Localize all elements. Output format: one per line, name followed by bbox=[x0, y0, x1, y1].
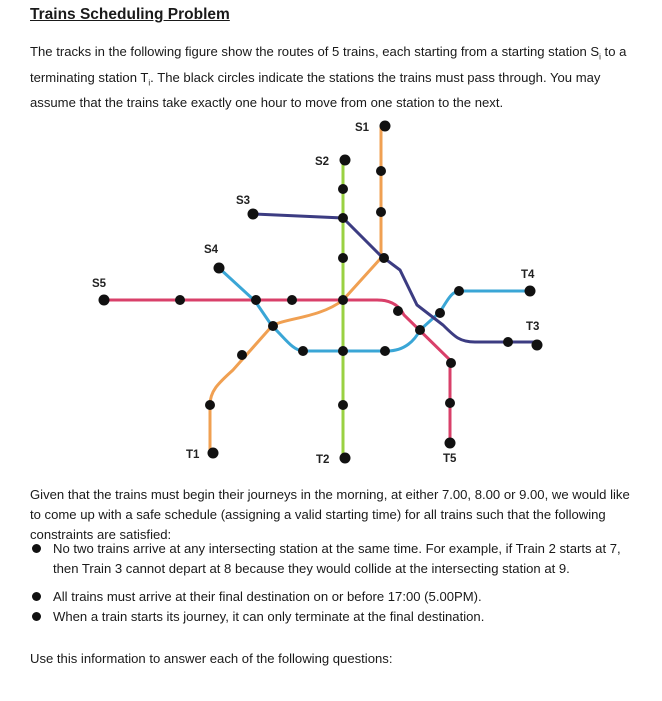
station bbox=[268, 321, 278, 331]
station bbox=[338, 253, 348, 263]
constraints-list bbox=[30, 539, 630, 627]
station bbox=[445, 398, 455, 408]
label-t2: T2 bbox=[316, 454, 330, 466]
station bbox=[435, 308, 445, 318]
station bbox=[205, 400, 215, 410]
label-s1: S1 bbox=[355, 122, 370, 134]
station bbox=[298, 346, 308, 356]
train4-route bbox=[219, 268, 530, 351]
label-t1: T1 bbox=[186, 449, 200, 461]
station-t1 bbox=[208, 448, 219, 459]
station bbox=[503, 337, 513, 347]
station-s1 bbox=[380, 121, 391, 132]
station-t4 bbox=[525, 286, 536, 297]
constraint-item: All trains must arrive at their final destination on or before 17:00 (5.00PM). bbox=[30, 587, 630, 607]
station bbox=[446, 358, 456, 368]
intro-subscript-i-end: i bbox=[148, 78, 151, 88]
station bbox=[379, 253, 389, 263]
label-s5: S5 bbox=[92, 278, 107, 290]
station bbox=[251, 295, 261, 305]
station bbox=[338, 346, 348, 356]
station-t3 bbox=[532, 340, 543, 351]
intro-text-2: to a terminating station T bbox=[30, 44, 627, 85]
station bbox=[175, 295, 185, 305]
station bbox=[393, 306, 403, 316]
label-t4: T4 bbox=[521, 269, 535, 281]
station-t5 bbox=[445, 438, 456, 449]
label-t5: T5 bbox=[443, 453, 457, 465]
station bbox=[338, 295, 348, 305]
station-s2 bbox=[340, 155, 351, 166]
train5-route bbox=[104, 300, 450, 445]
label-s3: S3 bbox=[236, 195, 251, 207]
intro-text-1: The tracks in the following figure show the routes of 5 trains, each starting from a starting station S bbox=[30, 44, 600, 59]
given-paragraph: Given that the trains must begin their journeys in the morning, at either 7.00, 8.00 or 9.00, we would like to come up with a safe schedule (assigning a valid starting time) for all trains such that the following constraints are satisfied: bbox=[30, 487, 630, 542]
station-s3 bbox=[248, 209, 259, 220]
label-t3: T3 bbox=[526, 321, 540, 333]
intro-text-3: . The black circles indicate the stations the trains must pass through. You may assume that the trains take exactly one hour to move from one station to the next. bbox=[30, 69, 601, 111]
footer-instruction: Use this information to answer each of the following questions: bbox=[30, 651, 393, 666]
page-title: Trains Scheduling Problem bbox=[30, 6, 230, 23]
station bbox=[376, 207, 386, 217]
label-s2: S2 bbox=[315, 156, 330, 168]
station-s4 bbox=[214, 263, 225, 274]
station bbox=[454, 286, 464, 296]
station bbox=[376, 166, 386, 176]
station-t2 bbox=[340, 453, 351, 464]
train1-route bbox=[210, 125, 381, 452]
station bbox=[415, 325, 425, 335]
station bbox=[338, 400, 348, 410]
intro-subscript-i-start: i bbox=[599, 52, 601, 62]
station bbox=[237, 350, 247, 360]
station bbox=[380, 346, 390, 356]
station-s5 bbox=[99, 295, 110, 306]
constraint-item: No two trains arrive at any intersecting station at the same time. For example, if Train 2 starts at 7, then Train 3 cannot depart at 8 because they would collide at the intersecting station at 9. bbox=[30, 539, 630, 579]
station bbox=[287, 295, 297, 305]
station bbox=[338, 213, 348, 223]
label-s4: S4 bbox=[204, 244, 219, 256]
train3-route bbox=[253, 214, 535, 342]
station bbox=[338, 184, 348, 194]
constraint-item: When a train starts its journey, it can only terminate at the final destination. bbox=[30, 607, 630, 627]
